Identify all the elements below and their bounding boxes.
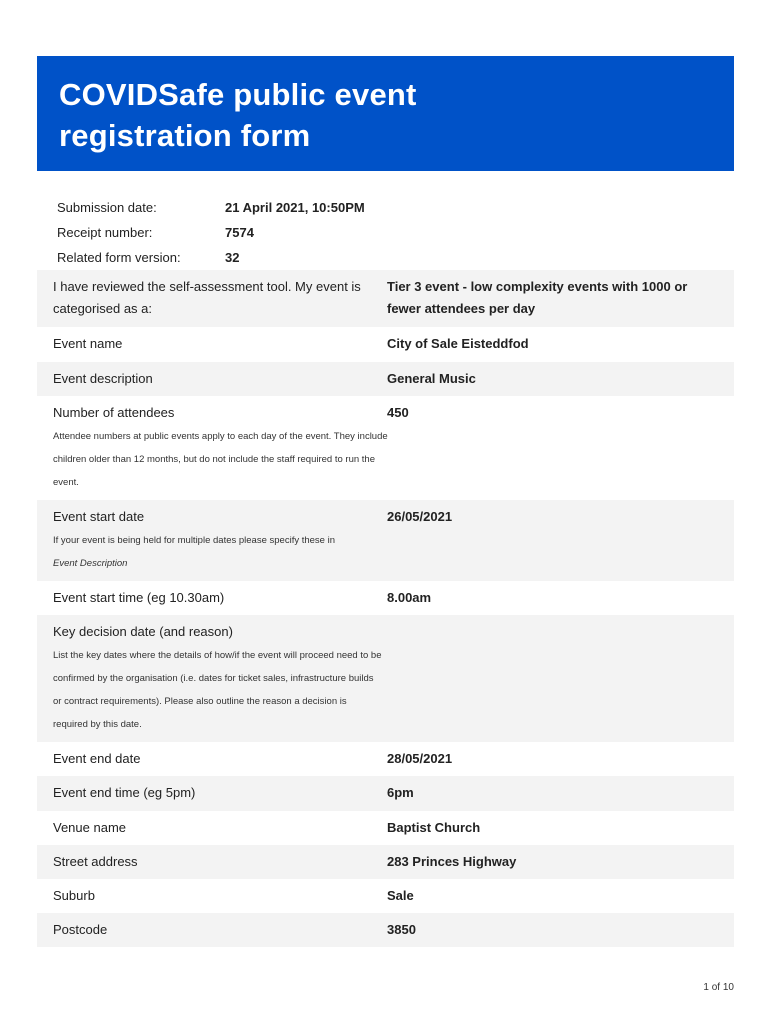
row-event-end-date	[37, 742, 734, 776]
row-value: 26/05/2021	[387, 509, 453, 524]
row-value: Baptist Church	[387, 820, 481, 835]
row-street-address	[37, 845, 734, 879]
row-label: Event description	[53, 371, 153, 386]
row-event-start-time	[37, 581, 734, 615]
row-value: 6pm	[387, 785, 414, 800]
row-label: Venue name	[53, 820, 127, 835]
row-label: Event end time (eg 5pm)	[53, 785, 196, 800]
row-label: Street address	[53, 854, 138, 869]
row-value: 8.00am	[387, 590, 432, 605]
meta-key: Submission date:	[57, 200, 157, 215]
help-text-prefix: If your event is being held for multiple dates please specify these in	[53, 535, 335, 546]
row-value: City of Sale Eisteddfod	[387, 336, 529, 351]
row-help-text: List the key dates where the details of how/if the event will proceed need to be confirmed by the organisation (i.e. dates for ticket sales, infrastructure builds or contract requirements). Please also outline the reason a decision is required by this date.	[53, 650, 382, 730]
row-label: Postcode	[53, 922, 108, 937]
row-key-decision-date	[37, 615, 734, 742]
row-suburb	[37, 879, 734, 913]
help-text-reference: Event Description	[53, 558, 128, 569]
form-title: COVIDSafe public event registration form	[59, 77, 417, 153]
row-help-text: Attendee numbers at public events apply to each day of the event. They include children older than 12 months, but do not include the staff required to run the event.	[53, 431, 388, 488]
row-value: Tier 3 event - low complexity events with 1000 or fewer attendees per day	[387, 279, 688, 316]
meta-key: Receipt number:	[57, 225, 153, 240]
row-event-tier	[37, 270, 734, 327]
row-label: Event end date	[53, 751, 141, 766]
row-postcode	[37, 913, 734, 947]
row-label: Suburb	[53, 888, 95, 903]
row-value: 450	[387, 405, 409, 420]
row-event-description	[37, 362, 734, 396]
row-venue-name	[37, 811, 734, 845]
row-number-of-attendees	[37, 396, 734, 500]
form-header	[37, 56, 734, 171]
row-event-name	[37, 327, 734, 362]
meta-value: 7574	[225, 225, 254, 240]
row-event-start-date	[37, 500, 734, 581]
meta-value: 21 April 2021, 10:50PM	[225, 200, 365, 215]
row-label: I have reviewed the self-assessment tool. My event is categorised as a:	[53, 279, 361, 316]
row-value: 28/05/2021	[387, 751, 453, 766]
meta-key: Related form version:	[57, 250, 181, 265]
row-value: 3850	[387, 922, 416, 937]
row-label: Event name	[53, 336, 123, 351]
row-event-end-time	[37, 776, 734, 811]
row-label: Event start date	[53, 509, 145, 524]
row-value: 283 Princes Highway	[387, 854, 517, 869]
row-label: Event start time (eg 10.30am)	[53, 590, 225, 605]
row-value: General Music	[387, 371, 476, 386]
row-label: Key decision date (and reason)	[53, 624, 233, 639]
row-help-text	[53, 529, 388, 575]
meta-value: 32	[225, 250, 240, 265]
row-value: Sale	[387, 888, 414, 903]
page-number: 1 of 10	[703, 982, 734, 993]
row-label: Number of attendees	[53, 405, 175, 420]
